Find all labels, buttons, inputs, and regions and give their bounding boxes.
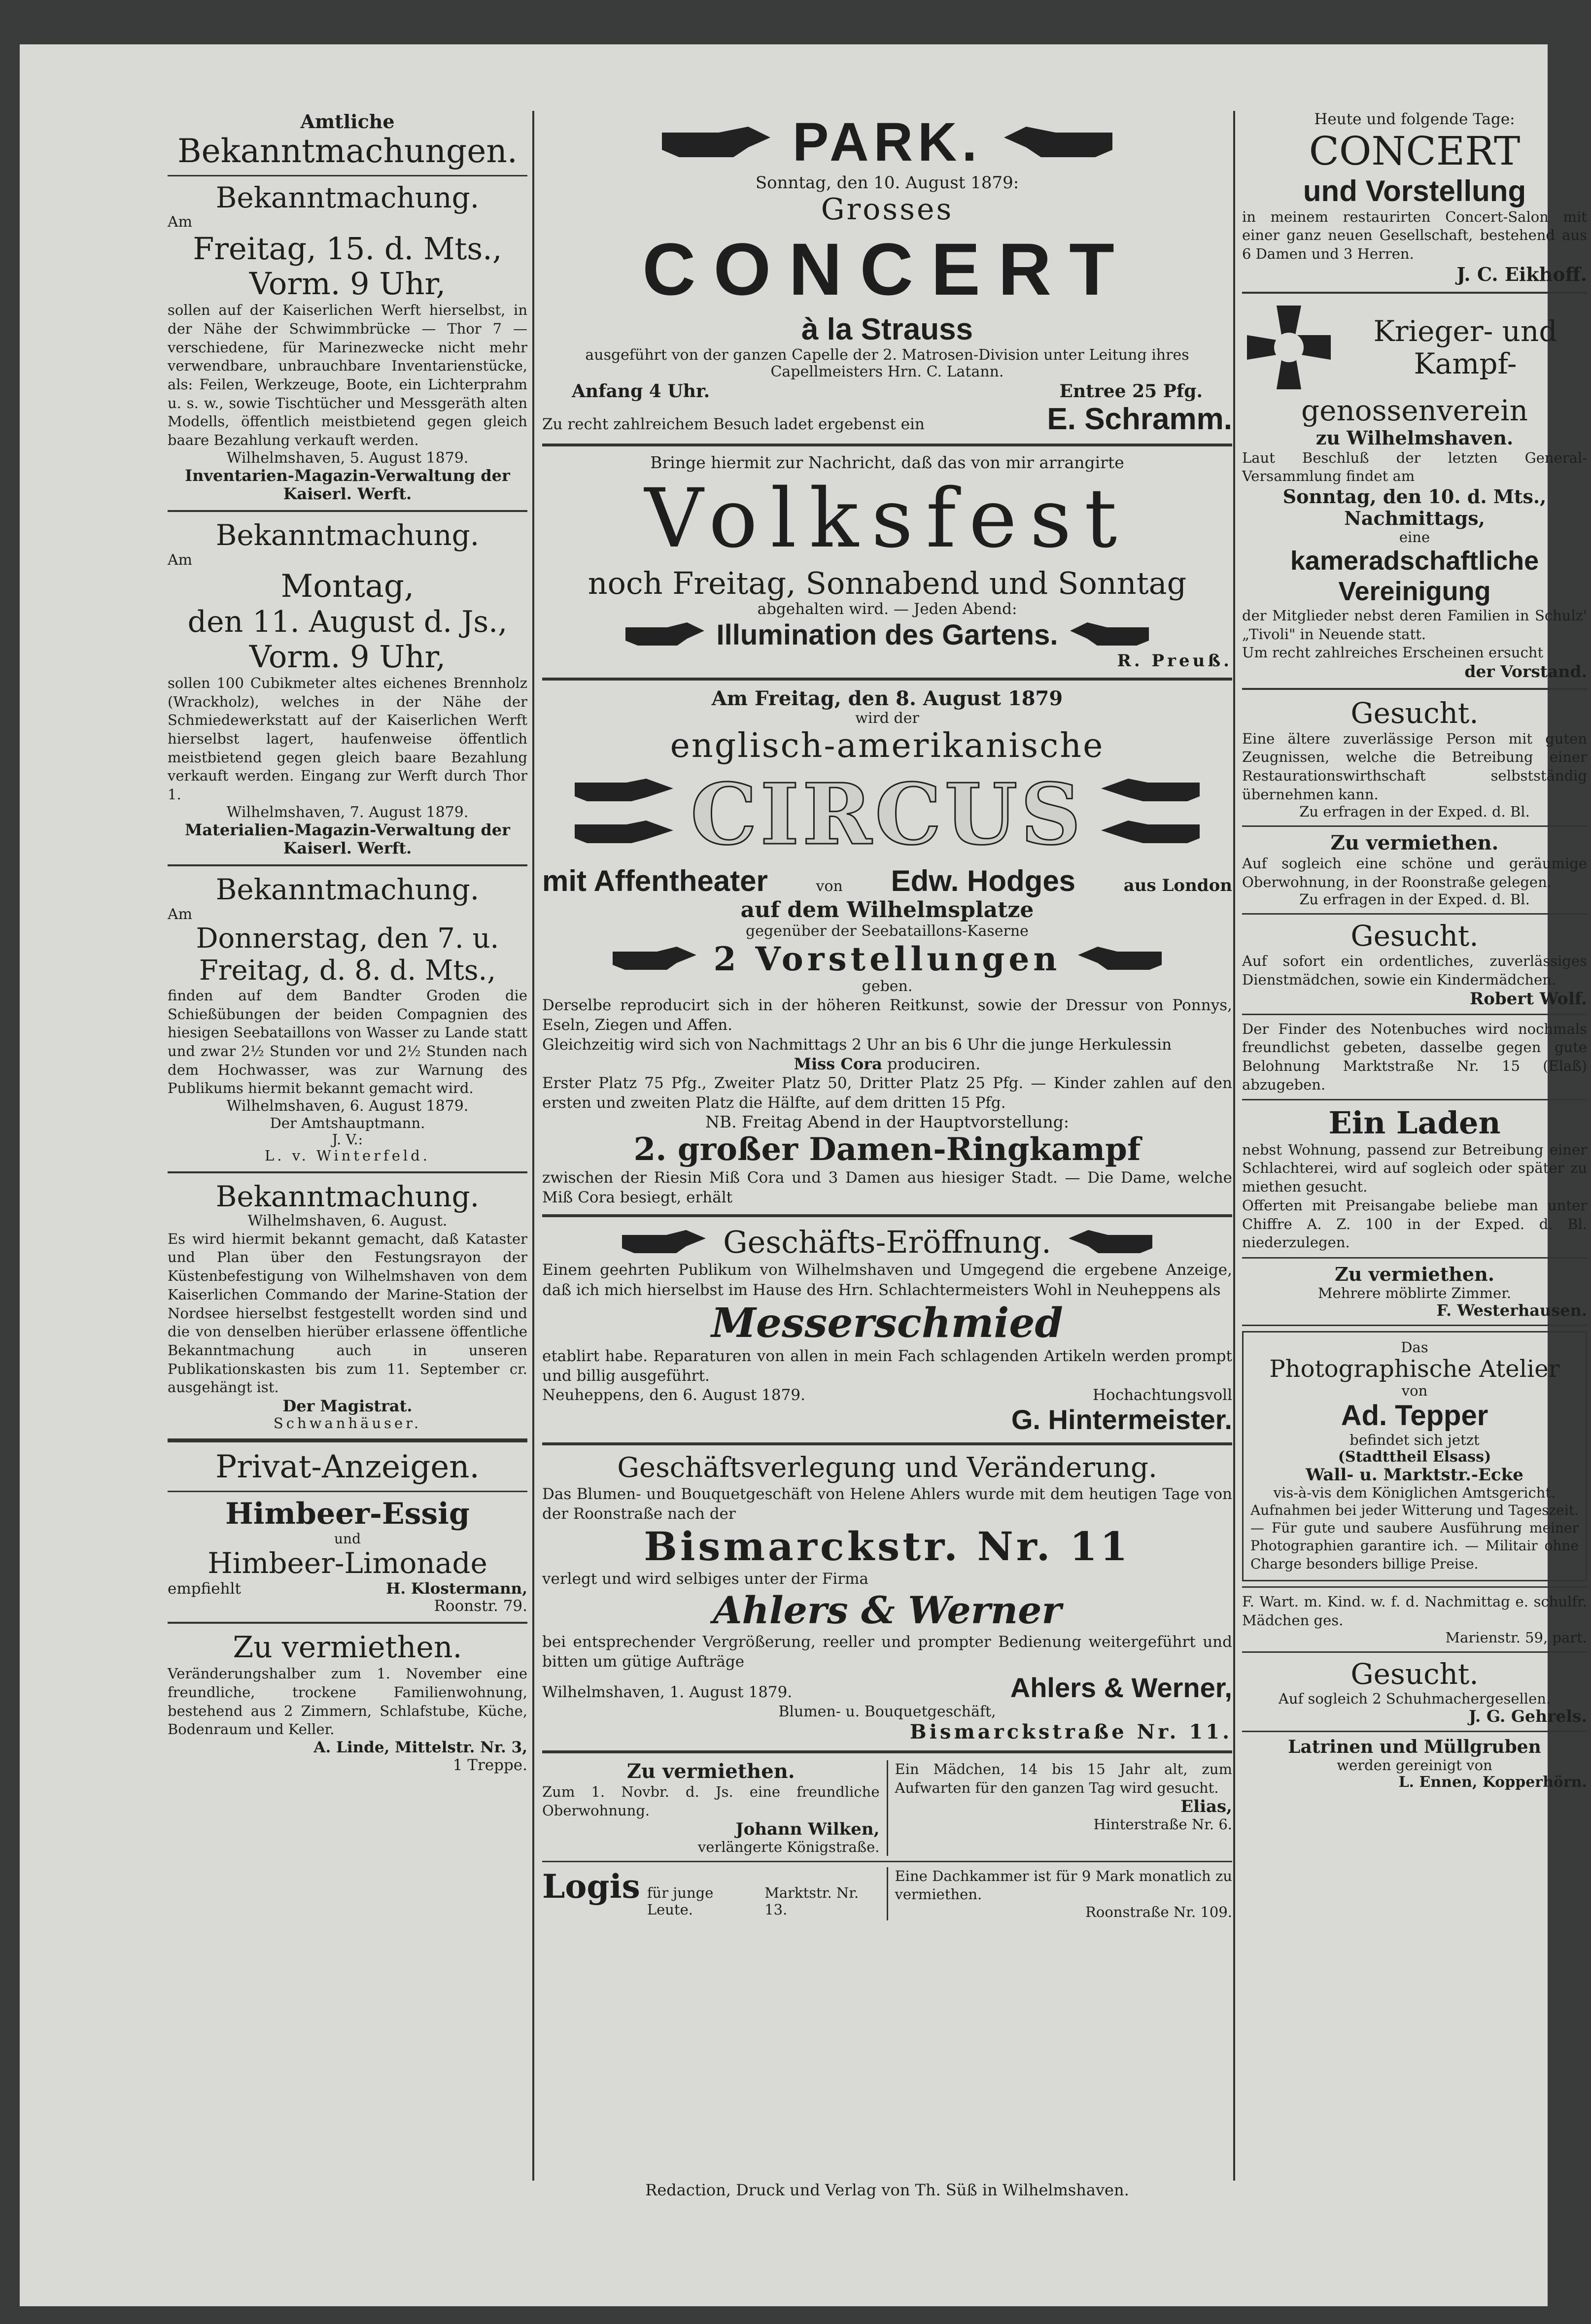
park-entree: Entree 25 Pfg. <box>1059 380 1203 402</box>
notice-title: Bekanntmachung. <box>215 872 480 906</box>
ad-date: Nachmittags, <box>1344 507 1485 529</box>
ad-text: befindet sich jetzt <box>1349 1432 1480 1449</box>
newspaper-page <box>20 44 1587 2306</box>
ad-text: Das <box>1401 1338 1428 1356</box>
verlegung-body: verlegt und wird selbiges unter der Firma <box>542 1570 868 1588</box>
volksfest-illum: Illumination des Gartens. <box>716 618 1058 651</box>
pointing-hand-left-icon <box>1066 1228 1155 1257</box>
ad-address: Marktstr. Nr. 13. <box>764 1884 859 1918</box>
ad-text: Zu erfragen in der Exped. d. Bl. <box>1299 803 1530 820</box>
notice-body: sollen 100 Cubikmeter altes eichenes Brennholz (Wrackholz), welches in der Nähe der Schmiedewerkstatt auf der Kaiserlichen Werft hierselbst lagert, haufenweise öffentlich meistbietend gegen gleich baare Bezahlung verkauft werden. Eingang zur Werft durch Thor 1. <box>168 675 527 803</box>
ad-headline: kameradschaftliche <box>1290 546 1539 576</box>
circus-mit: mit Affentheater <box>542 864 768 898</box>
ad-headline: Himbeer-Limonade <box>208 1546 487 1580</box>
notice-place: Wilhelmshaven, 6. August 1879. <box>226 1097 469 1115</box>
ad-headline: Gesucht. <box>1350 919 1479 953</box>
ad-name: Ad. Tepper <box>1341 1399 1488 1432</box>
ad-text: und <box>334 1530 361 1547</box>
circus-ring: 2. großer Damen-Ringkampf <box>633 1131 1141 1168</box>
ad-name: L. Ennen, Kopperhörn. <box>1398 1773 1587 1791</box>
ad-park <box>542 111 1232 437</box>
ad-text: F. Wart. m. Kind. w. f. d. Nachmittag e. schulfr. Mädchen ges. <box>1242 1593 1587 1629</box>
park-grosses: Grosses <box>821 192 954 227</box>
ad-name: Elias, <box>1180 1797 1232 1817</box>
verlegung-addr2: Bismarckstraße Nr. 11. <box>909 1720 1232 1743</box>
geschaeft-body: Einem geehrten Publikum von Wilhelmshaven und Umgegend die ergebene Anzeige, daß ich mich hierselbst im Hause des Hrn. Schlachtermeisters Wohl in Neuheppens als <box>542 1261 1232 1299</box>
ad-name: Robert Wolf. <box>1469 989 1587 1009</box>
notice-1 <box>168 181 527 503</box>
verlegung-body: bei entsprechender Vergrößerung, reeller und prompter Bedienung weitergeführt und bitten um gütige Aufträge <box>542 1633 1232 1671</box>
column-official <box>168 111 527 1774</box>
park-strauss: à la Strauss <box>801 312 973 346</box>
volksfest-intro: Bringe hiermit zur Nachricht, daß das von mir arrangirte <box>650 452 1124 472</box>
notice-date: Freitag, d. 8. d. Mts., <box>199 954 496 987</box>
ad-text: von <box>1401 1382 1428 1400</box>
ad-text: Eine ältere zuverlässige Person mit guten Zeugnissen, welche die Betreibung einer Restaurationswirthschaft selbstständig übernehmen kann. <box>1242 730 1587 803</box>
ad-text: Um recht zahlreiches Erscheinen ersucht <box>1242 644 1544 661</box>
ad-text: Zu erfragen in der Exped. d. Bl. <box>1299 891 1530 908</box>
pointing-hand-right-icon <box>623 620 707 649</box>
ad-text: für junge Leute. <box>647 1884 714 1918</box>
ad-text: (Stadttheil Elsass) <box>1338 1448 1491 1466</box>
notice-2 <box>168 519 527 857</box>
ad-text: Auf sofort ein ordentliches, zuverlässiges Dienstmädchen, sowie ein Kindermädchen. <box>1242 953 1587 988</box>
pointing-hands-left-icon <box>1099 778 1202 852</box>
geschaeft-body: etablirt habe. Reparaturen von allen in mein Fach schlagenden Artikeln werden prompt und billig ausgeführt. <box>542 1347 1232 1385</box>
ad-date: Sonntag, den 10. d. Mts., <box>1282 485 1547 508</box>
ad-text: Ein Mädchen, 14 bis 15 Jahr alt, zum Aufwarten für den ganzen Tag wird gesucht. <box>895 1760 1232 1796</box>
notice-am: Am <box>168 905 193 923</box>
ad-himbeer <box>168 1497 527 1615</box>
ad-headline: Krieger- und <box>1373 314 1557 348</box>
circus-von: von <box>816 878 843 895</box>
ad-headline: Zu vermiethen. <box>626 1759 795 1783</box>
ad-volksfest <box>542 453 1232 671</box>
notice-date: Donnerstag, den 7. u. <box>196 923 499 955</box>
ad-name: Johann Wilken, <box>735 1819 880 1840</box>
ad-text: Mehrere möblirte Zimmer. <box>1317 1284 1512 1301</box>
circus-text: produciren. <box>887 1054 981 1073</box>
geschaeft-title: Geschäfts-Eröffnung. <box>723 1224 1051 1261</box>
ad-address: verlängerte Königstraße. <box>697 1839 880 1856</box>
column-rule <box>1233 111 1235 2181</box>
ad-address: Marienstr. 59, part. <box>1445 1629 1587 1646</box>
notice-date: Freitag, 15. d. Mts., <box>193 230 502 267</box>
pointing-hand-left-icon <box>1002 123 1115 162</box>
geschaeft-name: G. Hintermeister. <box>1011 1403 1232 1435</box>
column-rule <box>532 111 534 2181</box>
notice-4 <box>168 1180 527 1432</box>
notice-place: Wilhelmshaven, 7. August 1879. <box>226 803 469 821</box>
ad-headline: Latrinen und Müllgruben <box>1288 1736 1541 1757</box>
park-concert: CONCERT <box>642 228 1132 311</box>
iron-cross-icon <box>1242 301 1336 394</box>
circus-body: Gleichzeitig wird sich von Nachmittags 2 Uhr an bis 6 Uhr die junge Herkulessin <box>542 1036 1172 1054</box>
notice-signature: Schwanhäuser. <box>273 1414 422 1432</box>
circus-aus: aus London <box>1123 876 1232 896</box>
ad-text: Zum 1. Novbr. d. Js. eine freundliche Oberwohnung. <box>542 1783 880 1819</box>
ad-photo-atelier <box>1242 1331 1587 1581</box>
ad-text: Aufnahmen bei jeder Witterung und Tageszeit. — Für gute und saubere Ausführung meiner Photographien garantire ich. — Militair ohne Charge besonders billige Preise. <box>1250 1502 1579 1572</box>
notice-place: Wilhelmshaven, 5. August 1879. <box>226 449 469 467</box>
verlegung-sub: Blumen- u. Bouquetgeschäft, <box>778 1703 996 1721</box>
volksfest-days: noch Freitag, Sonnabend und Sonntag <box>588 565 1187 601</box>
ad-headline: Photographische Atelier <box>1269 1355 1560 1383</box>
imprint-footer: Redaction, Druck und Verlag von Th. Süß in Wilhelmshaven. <box>645 2181 1129 2199</box>
volksfest-title: Volksfest <box>644 471 1130 566</box>
verlegung-addr: Bismarckstr. Nr. 11 <box>644 1523 1131 1570</box>
notice-body: Es wird hiermit bekannt gemacht, daß Kataster und Plan über den Festungsrayon der Küstenbefestigung von Wilhelmshaven von dem Kaiserlichen Commando der Marine-Station der Nordsee hierselbst festgestellt worden sind und die von denselben hierüber erlassene öffentliche Bekanntmachung auch in unseren Publikationskasten bis zum 11. September cr. ausgehängt ist. <box>168 1230 527 1396</box>
ad-text: nebst Wohnung, passend zur Betreibung einer Schlachterei, wird auf sogleich oder später zu miethen gesucht. <box>1242 1141 1587 1196</box>
verlegung-body: Das Blumen- und Bouquetgeschäft von Helene Ahlers wurde mit dem heutigen Tage von der Roonstraße nach der <box>542 1485 1232 1523</box>
geschaeft-hoch: Hochachtungsvoll <box>1093 1386 1232 1404</box>
ad-address: Roonstraße Nr. 109. <box>1085 1904 1232 1921</box>
ad-headline: Gesucht. <box>1350 696 1479 730</box>
notice-signature: Der Magistrat. <box>282 1396 413 1415</box>
circus-name: Edw. Hodges <box>891 864 1076 898</box>
ad-name: H. Klostermann, <box>386 1579 527 1598</box>
pointing-hand-left-icon <box>1068 620 1151 649</box>
ad-circus <box>542 687 1232 1208</box>
ad-logis <box>542 1867 888 1921</box>
notice-signature: L. v. Winterfeld. <box>265 1147 430 1164</box>
pointing-hand-right-icon <box>659 123 773 162</box>
ad-headline: Himbeer-Essig <box>225 1496 470 1531</box>
circus-date: Am Freitag, den 8. August 1879 <box>711 686 1063 710</box>
verlegung-place: Wilhelmshaven, 1. August 1879. <box>542 1683 793 1702</box>
circus-title: CIRCUS <box>690 765 1084 864</box>
notice-place: Wilhelmshaven, 6. August. <box>247 1212 448 1230</box>
ad-headline: Zu vermiethen. <box>1330 831 1499 854</box>
ad-address: Hinterstraße Nr. 6. <box>1093 1816 1232 1833</box>
column-private <box>1242 111 1587 1791</box>
ad-text: werden gereinigt von <box>1337 1757 1492 1774</box>
notice-am: Am <box>168 551 193 569</box>
ad-text: Offerten mit Preisangabe beliebe man unter Chiffre A. Z. 100 in der Exped. d. Bl. niederzulegen. <box>1242 1196 1587 1251</box>
park-body: ausgeführt von der ganzen Capelle der 2. Matrosen-Division unter Leitung ihres Capellmeisters Hrn. C. Latann. <box>585 346 1189 381</box>
volksfest-signature: R. Preuß. <box>1117 650 1232 671</box>
circus-gegen: gegenüber der Seebataillons-Kaserne <box>746 922 1029 940</box>
park-name: E. Schramm. <box>1047 402 1232 436</box>
ad-text: in meinem restaurirten Concert-Salon mit einer ganz neuen Gesellschaft, bestehend aus 6 Damen und 3 Herren. <box>1242 208 1587 263</box>
notice-date: den 11. August d. Js., <box>187 604 508 639</box>
notice-title: Bekanntmachung. <box>215 180 480 214</box>
notice-signature: Der Amtshauptmann. <box>270 1114 425 1131</box>
pointing-hand-right-icon <box>610 944 699 974</box>
notice-time: Vorm. 9 Uhr, <box>249 266 446 302</box>
circus-engl: englisch-amerikanische <box>670 726 1105 766</box>
ad-headline: Zu vermiethen. <box>233 1630 462 1665</box>
pointing-hand-left-icon <box>1075 944 1164 974</box>
circus-body: Derselbe reproducirt sich in der höheren Reitkunst, sowie der Dressur von Ponnys, Eseln, Ziegen und Affen. <box>542 996 1232 1034</box>
ad-text: empfiehlt <box>168 1579 241 1598</box>
ad-name: J. C. Eikhoff. <box>1456 263 1587 285</box>
small-ads-row <box>542 1760 1232 1856</box>
circus-text: wird der <box>855 709 919 727</box>
column-ads <box>542 111 1232 1920</box>
park-anfang: Anfang 4 Uhr. <box>572 380 710 402</box>
small-ads-row <box>542 1867 1232 1921</box>
notice-body: finden auf dem Bandter Groden die Schießübungen der beiden Compagnien des hiesigen Seebataillons von Wasser zu Lande statt und zwar 2½ Stunden vor und 2½ Stunden nach dem Hochwasser, was zur Warnung des Publikums hiermit bekannt gemacht wird. <box>168 987 527 1097</box>
ad-vermiethen <box>168 1631 527 1774</box>
ad-small-vermiethen <box>542 1760 888 1856</box>
ad-text: der Mitglieder nebst deren Familien in Schulz' „Tivoli" in Neuende statt. <box>1242 607 1587 643</box>
ad-headline: Kampf- <box>1414 347 1517 381</box>
section-label: Amtliche <box>300 110 395 133</box>
ad-text: Auf sogleich eine schöne und geräumige Oberwohnung, in der Roonstraße gelegen. <box>1242 854 1587 890</box>
ad-headline: und Vorstellung <box>1303 174 1526 207</box>
notice-time: Vorm. 9 Uhr, <box>249 638 446 675</box>
notice-signature: Materialien-Magazin-Verwaltung der Kaiserl. Werft. <box>184 820 511 858</box>
pointing-hand-right-icon <box>620 1228 708 1257</box>
ad-text: Auf sogleich 2 Schuhmachergesellen. <box>1278 1690 1551 1707</box>
circus-platz: auf dem Wilhelmsplatze <box>740 897 1034 923</box>
ad-name: J. G. Gehrels. <box>1468 1706 1587 1726</box>
ad-address: Roonstr. 79. <box>434 1597 527 1615</box>
ad-headline: Vereinigung <box>1338 576 1491 606</box>
circus-prices: Erster Platz 75 Pfg., Zweiter Platz 50, Dritter Platz 25 Pfg. — Kinder zahlen auf den ersten und zweiten Platz die Hälfte, auf dem dritten 15 Pfg. <box>542 1074 1232 1112</box>
verlegung-title: Geschäftsverlegung und Veränderung. <box>617 1452 1157 1484</box>
pointing-hands-right-icon <box>572 778 676 852</box>
ad-name: A. Linde, Mittelstr. Nr. 3, <box>313 1738 527 1756</box>
ad-text: eine <box>1399 528 1430 546</box>
verlegung-name: Ahlers & Werner, <box>1010 1672 1232 1704</box>
geschaeft-place: Neuheppens, den 6. August 1879. <box>542 1386 805 1404</box>
ad-headline: Gesucht. <box>1350 1657 1479 1691</box>
geschaeft-trade: Messerschmied <box>711 1299 1063 1347</box>
park-date: Sonntag, den 10. August 1879: <box>755 173 1019 193</box>
notice-date: Montag, <box>280 568 415 605</box>
ad-geschaeft <box>542 1224 1232 1435</box>
ad-dachkammer <box>888 1867 1233 1921</box>
notice-3 <box>168 873 527 1164</box>
ad-name: F. Westerhausen. <box>1436 1300 1587 1320</box>
ad-address: Wall- u. Marktstr.-Ecke <box>1306 1465 1523 1485</box>
section-title: Privat-Anzeigen. <box>215 1449 480 1486</box>
ad-small-maedchen <box>888 1760 1233 1856</box>
park-title: PARK. <box>792 112 982 172</box>
circus-body: zwischen der Riesin Miß Cora und 3 Damen aus hiesiger Stadt. — Die Dame, welche Miß Cora besiegt, erhält <box>542 1168 1232 1206</box>
circus-cora: Miss Cora <box>794 1054 882 1073</box>
volksfest-held: abgehalten wird. — Jeden Abend: <box>757 600 1017 618</box>
section-title: Bekanntmachungen. <box>177 132 518 170</box>
ad-headline: Ein Laden <box>1328 1105 1501 1141</box>
ad-verlegung <box>542 1452 1232 1743</box>
notice-am: Am <box>168 213 193 231</box>
notice-signature: Inventarien-Magazin-Verwaltung der Kaiserl. Werft. <box>185 466 510 504</box>
circus-text: geben. <box>862 978 913 995</box>
ad-subheadline: zu Wilhelmshaven. <box>1315 427 1514 449</box>
circus-vorst: 2 Vorstellungen <box>713 940 1061 979</box>
circus-nb: NB. Freitag Abend in der Hauptvorstellung: <box>705 1112 1069 1132</box>
ad-text: Laut Beschluß der letzten General-Versammlung findet am <box>1242 449 1587 485</box>
ad-text: Der Finder des Notenbuches wird nochmals freundlichst gebeten, dasselbe gegen gute Belohnung Marktstraße Nr. 15 (Elaß) abzugeben. <box>1242 1020 1587 1093</box>
ad-name: der Vorstand. <box>1464 662 1587 682</box>
ad-address: 1 Treppe. <box>452 1756 527 1774</box>
ad-headline: CONCERT <box>1309 128 1521 174</box>
ad-text: vis-à-vis dem Königlichen Amtsgericht. <box>1273 1484 1556 1502</box>
ad-headline: Logis <box>542 1867 640 1906</box>
notice-title: Bekanntmachung. <box>215 1179 480 1213</box>
notice-signature: J. V.: <box>332 1130 363 1148</box>
park-invite: Zu recht zahlreichem Besuch ladet ergebenst ein <box>542 415 925 433</box>
ad-kriegerverein <box>1242 301 1587 681</box>
verlegung-firm: Ahlers & Werner <box>713 1588 1062 1633</box>
notice-body: sollen auf der Kaiserlichen Werft hierselbst, in der Nähe der Schwimmbrücke — Thor 7 — verschiedene, für Marinezwecke nicht mehr verwendbare, unbrauchbare Inventarienstücke, als: Feilen, Werkzeuge, Boote, ein Lichterprahm u. s. w., sowie Tischtücher und Messgeräth alten Modells, öffentlich meistbietend gegen gleich baare Bezahlung verkauft werden. <box>168 302 527 449</box>
notice-title: Bekanntmachung. <box>215 518 480 552</box>
ad-headline: genossenverein <box>1301 394 1528 428</box>
ad-text: Heute und folgende Tage: <box>1314 110 1515 128</box>
ad-text: Eine Dachkammer ist für 9 Mark monatlich zu vermiethen. <box>895 1867 1232 1903</box>
ad-headline: Zu vermiethen. <box>1335 1263 1494 1285</box>
ad-text: Veränderungshalber zum 1. November eine freundliche, trockene Familienwohnung, bestehend aus 2 Zimmern, Schlafstube, Küche, Bodenraum und Keller. <box>168 1665 527 1738</box>
